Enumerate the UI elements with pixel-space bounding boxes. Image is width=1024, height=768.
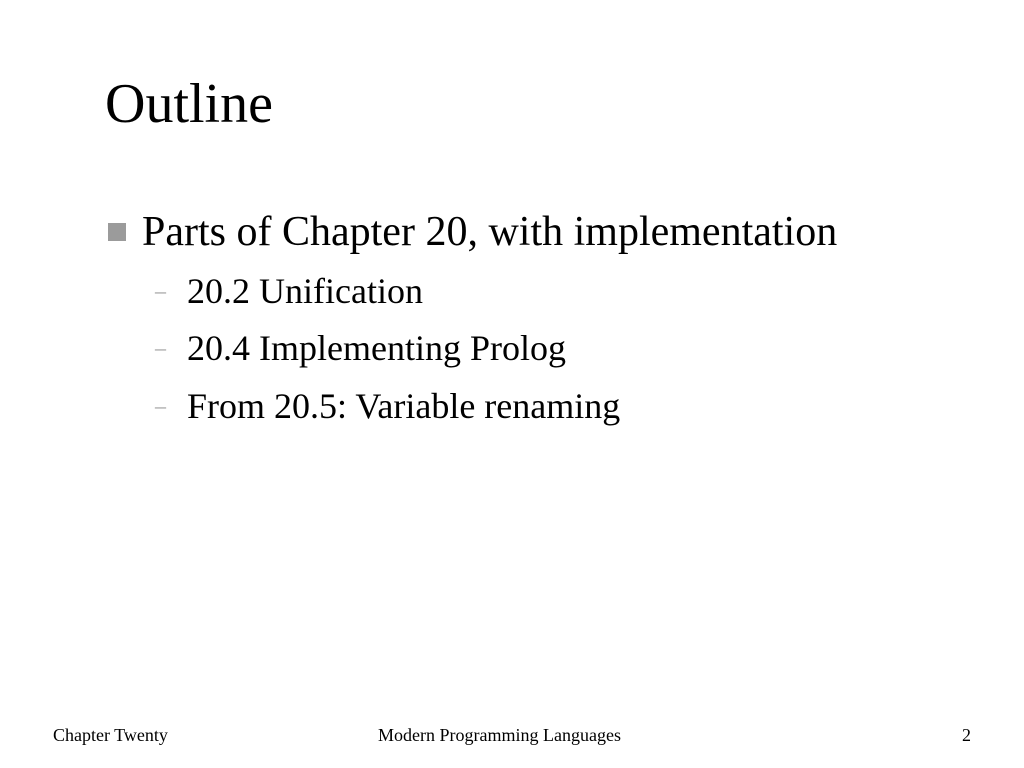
dash-bullet-icon: – (155, 278, 166, 303)
footer-chapter: Chapter Twenty (53, 725, 168, 745)
footer-page-number: 2 (962, 725, 971, 745)
dash-bullet-icon: – (155, 393, 166, 418)
bullet-text: Parts of Chapter 20, with implementation (142, 209, 838, 255)
footer-book-title: Modern Programming Languages (378, 725, 621, 745)
square-bullet-icon (108, 223, 126, 241)
dash-bullet-icon: – (155, 335, 166, 360)
slide-title: Outline (105, 73, 273, 135)
sub-bullet-text: 20.2 Unification (187, 271, 423, 311)
sub-bullet-text: 20.4 Implementing Prolog (187, 328, 566, 368)
sub-bullet-text: From 20.5: Variable renaming (187, 386, 621, 426)
